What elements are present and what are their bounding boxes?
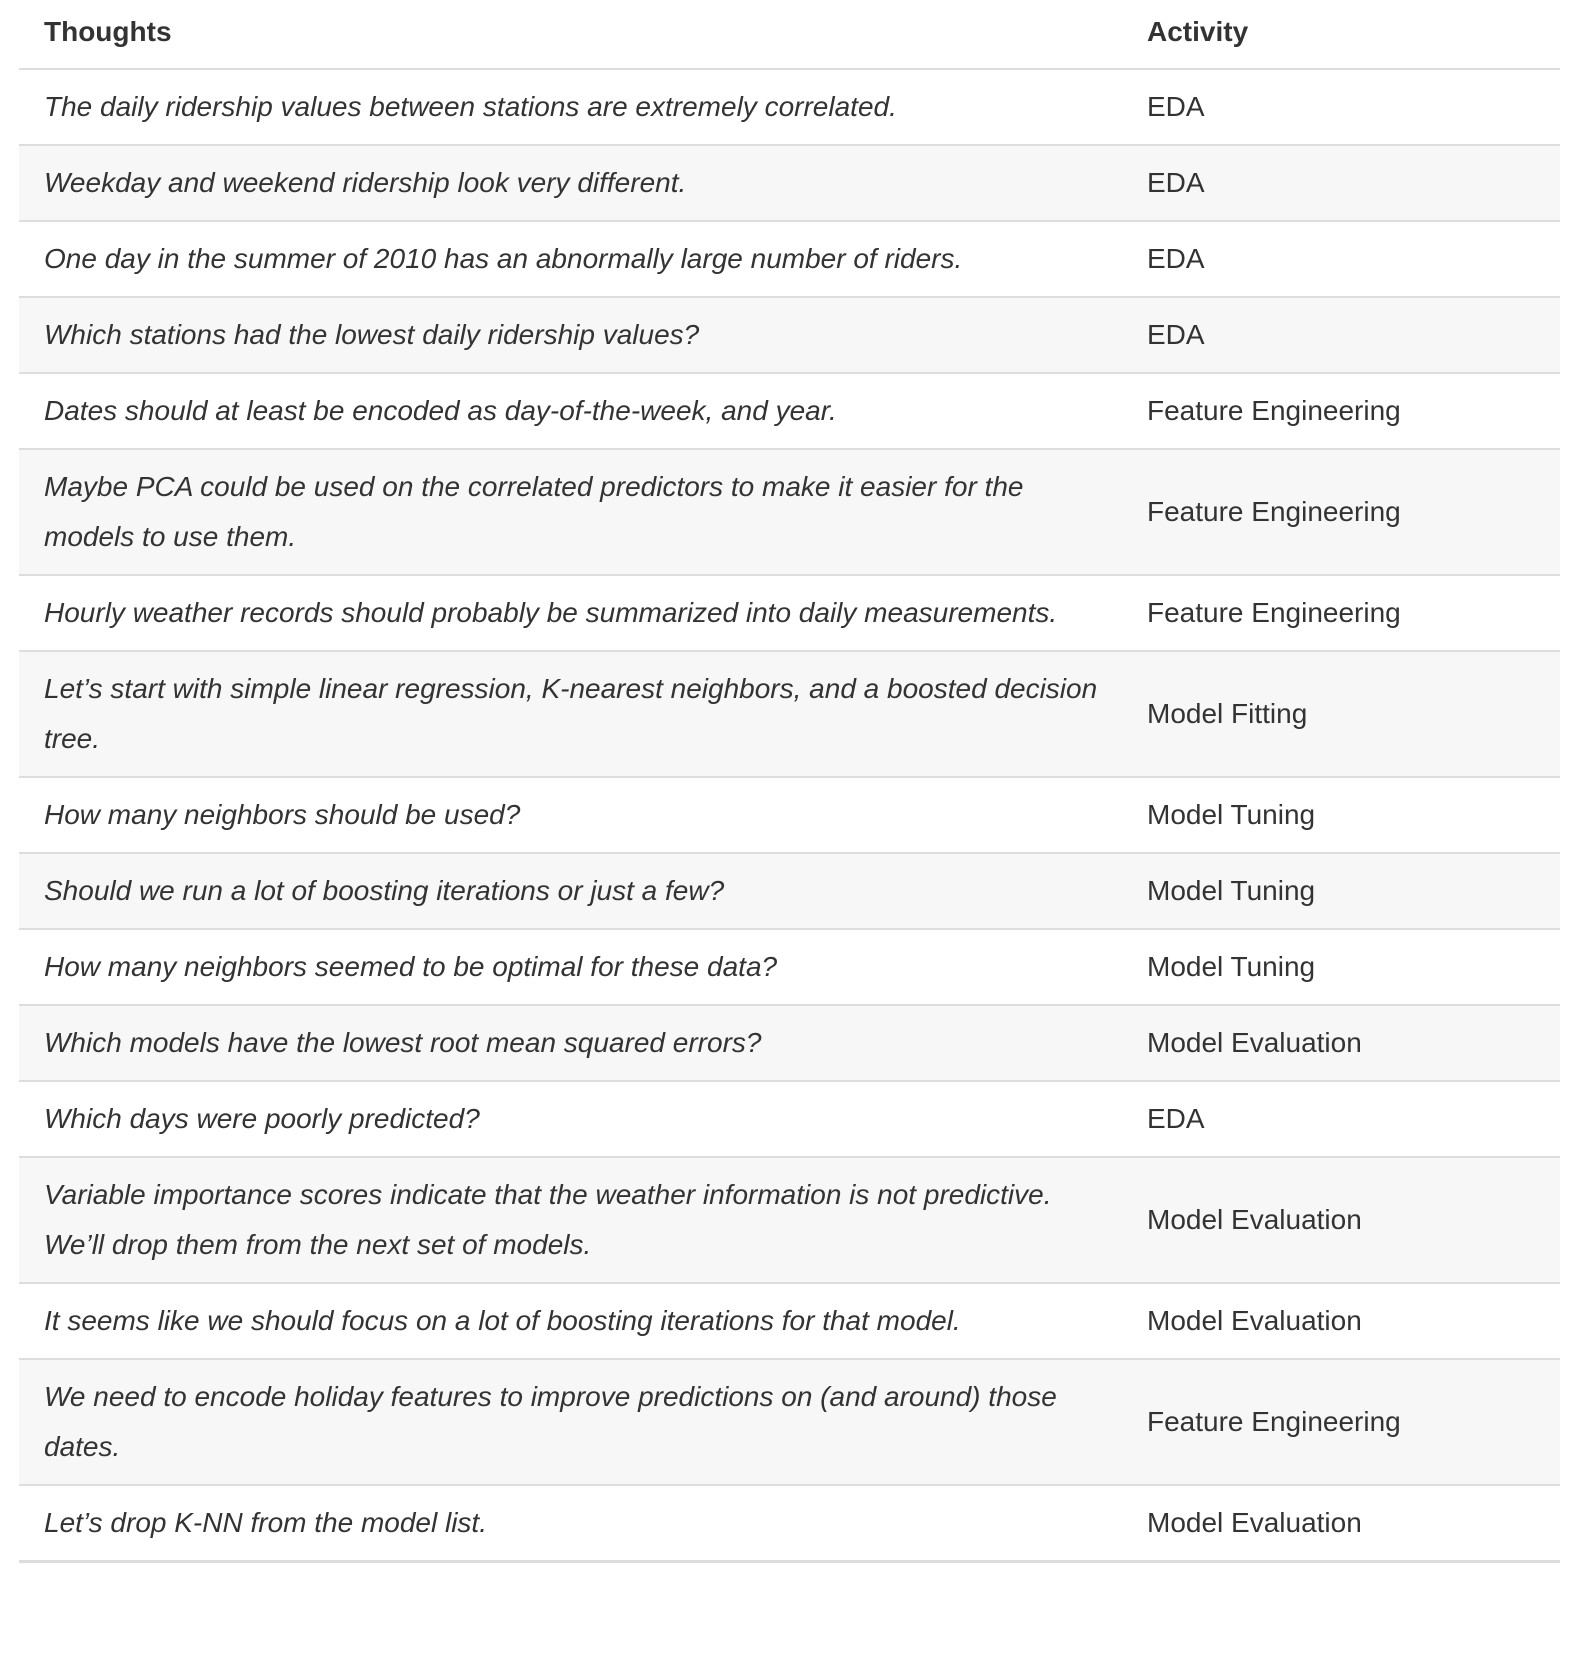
activity-cell: EDA	[1147, 91, 1205, 122]
activity-cell: EDA	[1122, 297, 1560, 373]
thought-cell: Let’s drop K-NN from the model list.	[19, 1485, 1122, 1562]
thought-cell: We need to encode holiday features to improve predictions on (and around) those dates.	[19, 1359, 1122, 1485]
activity-cell: Model Fitting	[1122, 651, 1560, 777]
table-row	[19, 373, 1560, 449]
thought-cell: One day in the summer of 2010 has an abnormally large number of riders.	[19, 221, 1122, 297]
activity-cell: Model Evaluation	[1122, 1157, 1560, 1283]
thoughts-activity-table	[19, 0, 1560, 1563]
activity-cell: Model Evaluation	[1122, 1283, 1560, 1359]
thought-cell: Let’s start with simple linear regression, K-nearest neighbors, and a boosted decision tree.	[19, 651, 1122, 777]
table-row	[19, 575, 1560, 651]
table-row	[19, 297, 1560, 373]
activity-cell: EDA	[1122, 221, 1560, 297]
activity-cell: Model Tuning	[1122, 929, 1560, 1005]
table-row	[19, 651, 1560, 777]
thought-cell: How many neighbors should be used?	[19, 777, 1122, 853]
thought-cell: Which models have the lowest root mean squared errors?	[19, 1005, 1122, 1081]
activity-cell: EDA	[1122, 1081, 1560, 1157]
table-row	[19, 777, 1560, 853]
thought-cell: Dates should at least be encoded as day-of-the-week, and year.	[19, 373, 1122, 449]
thought-cell: The daily ridership values between stations are extremely correlated.	[44, 91, 897, 122]
table-row	[19, 69, 1560, 145]
activity-cell: Model Evaluation	[1122, 1485, 1560, 1562]
table-row	[19, 1283, 1560, 1359]
activity-cell: Model Tuning	[1122, 777, 1560, 853]
thought-cell: Which stations had the lowest daily ridership values?	[19, 297, 1122, 373]
table-row	[19, 1485, 1560, 1562]
table-row	[19, 1005, 1560, 1081]
activity-cell: Feature Engineering	[1122, 449, 1560, 575]
activity-cell: Feature Engineering	[1122, 1359, 1560, 1485]
thought-cell: Variable importance scores indicate that the weather information is not predictive. We’ll drop them from the next set of models.	[19, 1157, 1122, 1283]
thought-cell: Weekday and weekend ridership look very different.	[19, 145, 1122, 221]
table-body	[19, 69, 1560, 1562]
header-thoughts: Thoughts	[19, 0, 1122, 69]
thought-cell: Which days were poorly predicted?	[19, 1081, 1122, 1157]
table-row	[19, 853, 1560, 929]
thought-cell: Maybe PCA could be used on the correlated predictors to make it easier for the models to use them.	[19, 449, 1122, 575]
activity-cell: Model Tuning	[1122, 853, 1560, 929]
table-row	[19, 221, 1560, 297]
thought-cell: It seems like we should focus on a lot of boosting iterations for that model.	[19, 1283, 1122, 1359]
thought-cell: Should we run a lot of boosting iterations or just a few?	[19, 853, 1122, 929]
table-row	[19, 449, 1560, 575]
table-row	[19, 929, 1560, 1005]
thought-cell: How many neighbors seemed to be optimal for these data?	[19, 929, 1122, 1005]
thought-cell: Hourly weather records should probably be summarized into daily measurements.	[19, 575, 1122, 651]
table-row	[19, 1359, 1560, 1485]
activity-cell: Feature Engineering	[1122, 373, 1560, 449]
table-header	[19, 0, 1560, 69]
header-row	[19, 0, 1560, 69]
activity-cell: EDA	[1122, 145, 1560, 221]
table-row	[19, 1157, 1560, 1283]
table-row	[19, 145, 1560, 221]
activity-cell: Feature Engineering	[1122, 575, 1560, 651]
activity-cell: Model Evaluation	[1122, 1005, 1560, 1081]
table-row	[19, 1081, 1560, 1157]
header-activity: Activity	[1122, 0, 1560, 69]
